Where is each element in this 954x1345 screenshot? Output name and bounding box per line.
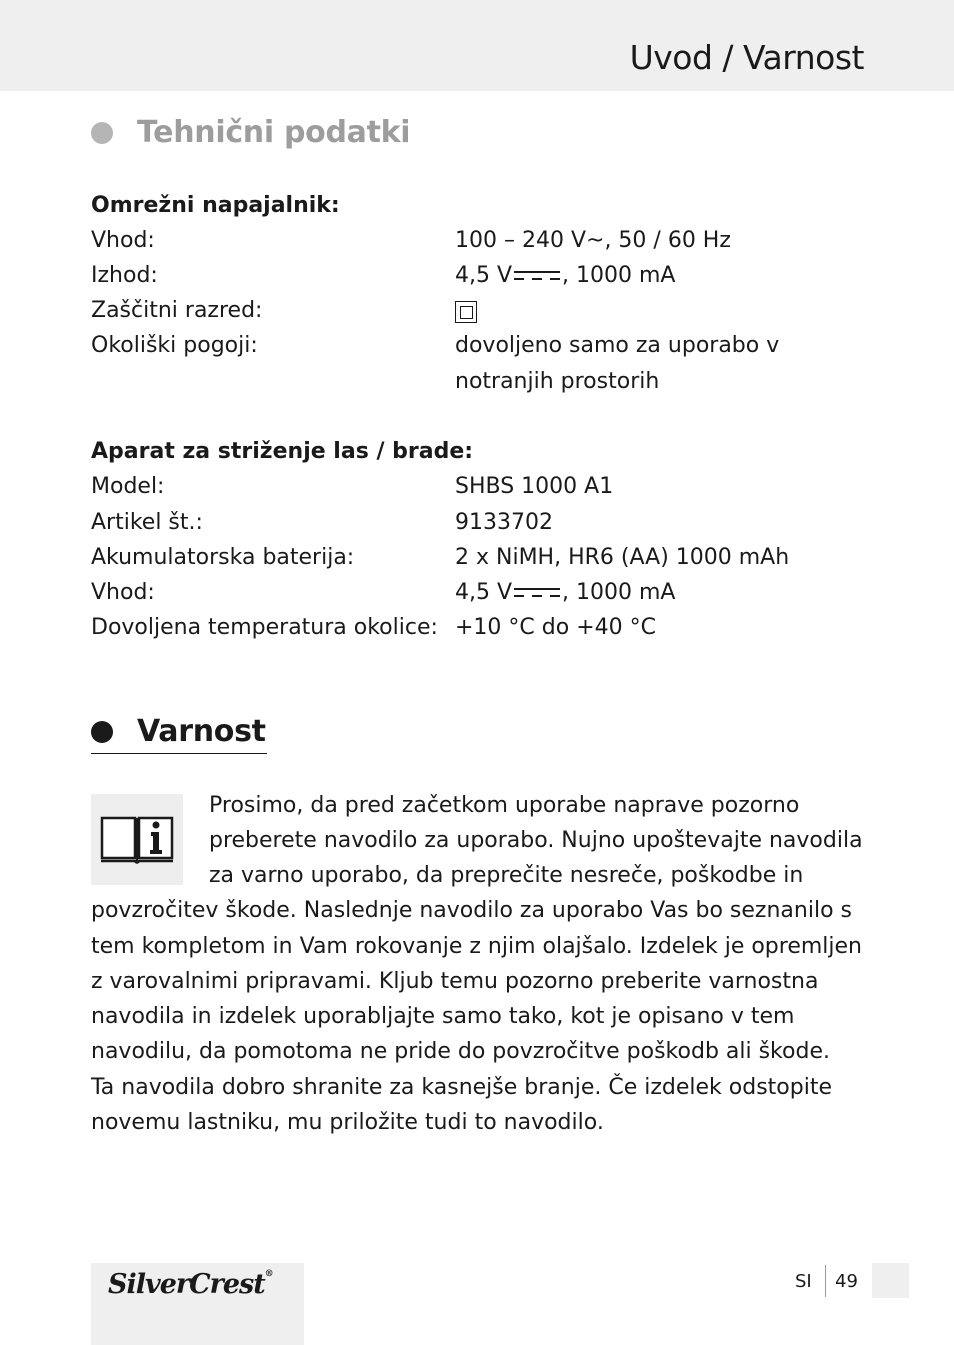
brand-logo: SilverCrest® [108, 1269, 273, 1300]
bullet-icon [91, 122, 113, 144]
footer-divider [825, 1265, 826, 1297]
paragraph-line: navodila in izdelek uporabljajte samo tako, kot je opisano v tem [91, 1004, 795, 1029]
spec-value: SHBS 1000 A1 [455, 474, 614, 499]
spec-label: Akumulatorska baterija: [91, 545, 355, 570]
spec-value [455, 261, 675, 291]
spec-label: Vhod: [91, 580, 155, 605]
page-title: Uvod / Varnost [629, 38, 864, 77]
book-info-icon [99, 812, 175, 866]
power-adapter-title: Omrežni napajalnik: [91, 193, 340, 218]
spec-value-prefix: 4,5 V [455, 580, 513, 605]
paragraph-line: navodilu, da pomotoma ne pride do povzročitve poškodb ali škode. [91, 1039, 830, 1064]
dc-current-icon [514, 267, 560, 285]
footer-gray-box [872, 1263, 909, 1298]
spec-value: 2 x NiMH, HR6 (AA) 1000 mAh [455, 545, 790, 570]
spec-value: 100 – 240 V~, 50 / 60 Hz [455, 228, 731, 253]
spec-value-suffix: , 1000 mA [562, 580, 676, 605]
paragraph-line: za varno uporabo, da preprečite nesreče, poškodbe in [209, 863, 804, 888]
tech-section-heading [91, 115, 410, 151]
paragraph-line: novemu lastniku, mu priložite tudi to navodilo. [91, 1110, 604, 1135]
language-code: SI [795, 1271, 812, 1292]
safety-heading-text: Varnost [137, 714, 266, 749]
spec-value: +10 °C do +40 °C [455, 615, 656, 640]
clipper-title: Aparat za striženje las / brade: [91, 439, 474, 464]
spec-value-prefix: 4,5 V [455, 263, 513, 288]
bullet-icon [91, 721, 113, 743]
spec-value: 9133702 [455, 510, 553, 535]
info-box [91, 794, 183, 885]
page-number: 49 [835, 1271, 858, 1292]
paragraph-line: z varovalnimi pripravami. Kljub temu pozorno preberite varnostna [91, 969, 819, 994]
paragraph-line: preberete navodilo za uporabo. Nujno upoštevajte navodila [209, 828, 863, 853]
spec-label: Dovoljena temperatura okolice: [91, 615, 438, 640]
protection-class-ii-icon [455, 301, 477, 323]
spec-value: dovoljeno samo za uporabo v [455, 333, 780, 358]
spec-value [455, 578, 675, 608]
spec-value-suffix: , 1000 mA [562, 263, 676, 288]
safety-section-heading [91, 714, 266, 750]
heading-underline [91, 753, 267, 754]
spec-label: Artikel št.: [91, 510, 203, 535]
paragraph-line: tem kompletom in Vam rokovanje z njim olajšalo. Izdelek je opremljen [91, 934, 862, 959]
spec-label: Okoliški pogoji: [91, 333, 258, 358]
spec-label: Izhod: [91, 263, 158, 288]
spec-label: Zaščitni razred: [91, 298, 263, 323]
spec-label: Vhod: [91, 228, 155, 253]
paragraph-line: povzročitev škode. Naslednje navodilo za uporabo Vas bo seznanilo s [91, 898, 852, 923]
paragraph-line: Ta navodila dobro shranite za kasnejše branje. Če izdelek odstopite [91, 1075, 832, 1100]
spec-value: notranjih prostorih [455, 369, 660, 394]
tech-heading-text: Tehnični podatki [137, 115, 411, 150]
spec-value [455, 296, 477, 326]
footer-logo-box [91, 1263, 304, 1345]
dc-current-icon [514, 584, 560, 602]
paragraph-line: Prosimo, da pred začetkom uporabe naprave pozorno [209, 793, 800, 818]
spec-label: Model: [91, 474, 165, 499]
